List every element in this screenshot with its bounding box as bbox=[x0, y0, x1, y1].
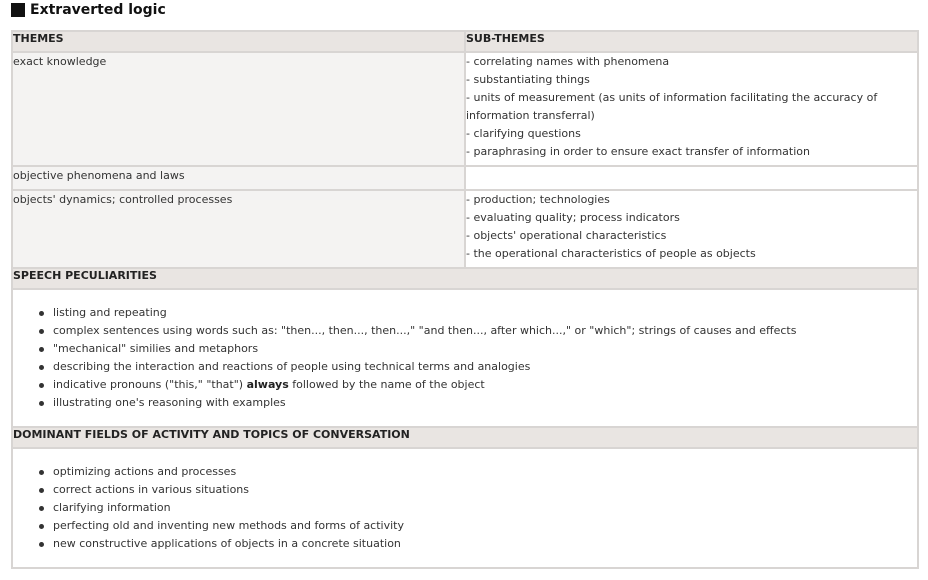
list-item-text: followed by the name of the object bbox=[288, 378, 485, 391]
speech-header-row bbox=[12, 268, 918, 289]
subthemes-cell bbox=[465, 166, 918, 190]
subtheme-item: - substantiating things bbox=[466, 73, 590, 86]
list-item: perfecting old and inventing new methods and forms of activity bbox=[53, 517, 917, 535]
subthemes-cell bbox=[465, 52, 918, 166]
themes-header: THEMES bbox=[12, 31, 465, 52]
table-row bbox=[12, 190, 918, 268]
subtheme-item: - paraphrasing in order to ensure exact transfer of information bbox=[466, 145, 810, 158]
list-item-emphasis: always bbox=[246, 378, 289, 391]
fields-header-row bbox=[12, 427, 918, 448]
subtheme-item: - objects' operational characteristics bbox=[466, 229, 667, 242]
subtheme-item: - the operational characteristics of people as objects bbox=[466, 247, 756, 260]
list-item: complex sentences using words such as: "then..., then..., then...," "and then..., after which...," or "which"; strings of causes and effects bbox=[53, 322, 917, 340]
fields-content-row bbox=[12, 448, 918, 568]
theme-cell: objective phenomena and laws bbox=[12, 166, 465, 190]
speech-peculiarities-list bbox=[13, 290, 917, 426]
list-item: clarifying information bbox=[53, 499, 917, 517]
list-item-text: indicative pronouns ("this," "that") bbox=[53, 378, 247, 391]
theme-cell: objects' dynamics; controlled processes bbox=[12, 190, 465, 268]
list-item: optimizing actions and processes bbox=[53, 463, 917, 481]
dominant-fields-list bbox=[13, 449, 917, 567]
square-bullet-icon bbox=[11, 3, 25, 17]
speech-content-row bbox=[12, 289, 918, 427]
subtheme-item: - units of measurement (as units of information facilitating the accuracy of information transferral) bbox=[466, 91, 878, 122]
subtheme-item: - correlating names with phenomena bbox=[466, 55, 670, 68]
dominant-fields-header: DOMINANT FIELDS OF ACTIVITY AND TOPICS OF CONVERSATION bbox=[12, 427, 918, 448]
list-item: illustrating one's reasoning with examples bbox=[53, 394, 917, 412]
theme-cell: exact knowledge bbox=[12, 52, 465, 166]
page-title-text: Extraverted logic bbox=[30, 2, 166, 18]
table-row bbox=[12, 166, 918, 190]
list-item: listing and repeating bbox=[53, 304, 917, 322]
dominant-fields-list-cell bbox=[12, 448, 918, 568]
subtheme-item: - production; technologies bbox=[466, 193, 610, 206]
subthemes-cell bbox=[465, 190, 918, 268]
list-item: describing the interaction and reactions of people using technical terms and analogies bbox=[53, 358, 917, 376]
speech-peculiarities-header: SPEECH PECULIARITIES bbox=[12, 268, 918, 289]
page-title bbox=[11, 0, 166, 20]
subthemes-header: SUB-THEMES bbox=[465, 31, 918, 52]
subtheme-item: - clarifying questions bbox=[466, 127, 581, 140]
table-header-row bbox=[12, 31, 918, 52]
list-item: correct actions in various situations bbox=[53, 481, 917, 499]
list-item: "mechanical" similies and metaphors bbox=[53, 340, 917, 358]
list-item bbox=[53, 376, 917, 394]
table-row bbox=[12, 52, 918, 166]
subtheme-item: - evaluating quality; process indicators bbox=[466, 211, 680, 224]
speech-peculiarities-list-cell bbox=[12, 289, 918, 427]
list-item: new constructive applications of objects in a concrete situation bbox=[53, 535, 917, 553]
extraverted-logic-table bbox=[11, 30, 919, 569]
